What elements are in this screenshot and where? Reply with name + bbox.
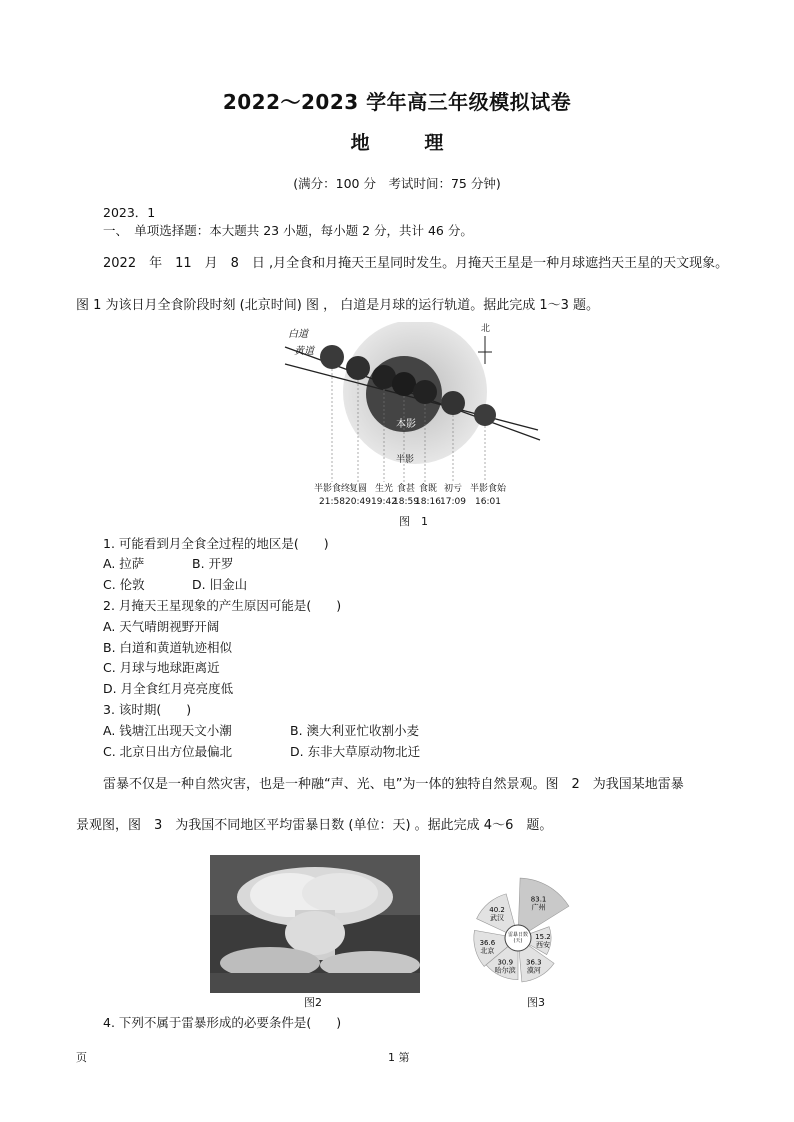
sector-value-label: 30.9 xyxy=(497,958,514,967)
q3-option-a: A. 钱塘江出现天文小潮 xyxy=(103,723,232,738)
chart-center-label-1: 雷暴日数 xyxy=(507,932,528,938)
figure3-thunderstorm-days-chart xyxy=(448,848,588,998)
chart-center-label-2: (天) xyxy=(513,938,523,944)
chart-center-label xyxy=(506,932,530,944)
q2-option-a: A. 天气晴朗视野开阔 xyxy=(103,619,220,634)
subject-heading xyxy=(0,128,794,155)
figure2-caption: 图2 xyxy=(304,996,322,1009)
label-baidao: 白道 xyxy=(288,329,308,340)
sector-value-label: 36.6 xyxy=(479,939,496,948)
sector-category-label: 漠河 xyxy=(526,966,541,975)
question-3-stem: 3. 该时期( ) xyxy=(103,702,192,717)
q2-option-d: D. 月全食红月亮亮度低 xyxy=(103,681,234,696)
thunderstorm-svg xyxy=(210,855,420,993)
sector-value-label: 36.3 xyxy=(526,958,542,967)
exam-title: 2022～2023 学年高三年级模拟试卷 xyxy=(222,90,572,114)
phase-time: 21:58 xyxy=(319,497,345,507)
footer-left: 页 xyxy=(76,1051,87,1064)
q3-option-b: B. 澳大利亚忙收割小麦 xyxy=(290,723,420,738)
sector-value-label: 15.2 xyxy=(535,933,551,942)
eclipse-phase-labels xyxy=(280,485,550,511)
question-1-stem: 1. 可能看到月全食全过程的地区是( ) xyxy=(103,536,329,551)
q1-option-a: A. 拉萨 xyxy=(103,556,145,571)
sector-category-label: 广州 xyxy=(531,903,546,912)
section1-intro-line2: 图 1 为该日月全食阶段时刻 (北京时间) 图 ， 白道是月球的运行轨道。据此完成 1～3 题。 xyxy=(76,298,600,313)
label-huangdao: 黄道 xyxy=(294,346,314,357)
figure1-caption: 图 1 xyxy=(399,515,428,528)
phase-name: 食甚 xyxy=(396,484,415,494)
rose-chart-svg xyxy=(448,848,588,998)
q2-option-c: C. 月球与地球距离近 xyxy=(103,660,220,675)
phase-name: 食既 xyxy=(418,484,437,494)
phase-time: 16:01 xyxy=(475,497,501,507)
question-2-stem: 2. 月掩天王星现象的产生原因可能是( ) xyxy=(103,598,342,613)
section2-intro-line1: 雷暴不仅是一种自然灾害，也是一种融“声、光、电”为一体的独特自然景观。图 2 为我国某地雷暴 xyxy=(103,777,684,792)
sector-category-label: 西安 xyxy=(535,941,550,950)
label-banying: 半影 xyxy=(396,455,415,465)
exam-info: (满分：100 分 考试时间：75 分钟) xyxy=(293,176,501,191)
phase-time: 17:09 xyxy=(440,497,466,507)
figure1-eclipse-diagram xyxy=(280,322,550,512)
q1-option-d: D. 旧金山 xyxy=(192,577,248,592)
sector-value-label: 83.1 xyxy=(530,895,547,904)
subject-char-2: 理 xyxy=(424,132,444,154)
q3-option-c: C. 北京日出方位最偏北 xyxy=(103,744,233,759)
phase-name: 复圆 xyxy=(348,484,367,494)
figure3-caption: 图3 xyxy=(527,996,545,1009)
sector-category-label: 哈尔滨 xyxy=(494,966,516,975)
subject-char-1: 地 xyxy=(350,132,370,154)
sector-value-label: 40.2 xyxy=(489,906,505,915)
q2-option-b: B. 白道和黄道轨迹相似 xyxy=(103,640,233,655)
phase-time: 19:42 xyxy=(371,497,397,507)
phase-name: 半影食始 xyxy=(469,484,506,494)
q1-option-c: C. 伦敦 xyxy=(103,577,145,592)
section2-intro-line2: 景观图，图 3 为我国不同地区平均雷暴日数 (单位：天) 。据此完成 4～6 题。 xyxy=(76,818,553,833)
section1-intro-line1: 2022 年 11 月 8 日 ,月全食和月掩天王星同时发生。月掩天王星是一种月球遮挡天王星的天文现象。 xyxy=(103,256,729,271)
sector-category-label: 北京 xyxy=(480,947,495,956)
q3-option-d: D. 东非大草原动物北迁 xyxy=(290,744,421,759)
sector-category-label: 武汉 xyxy=(490,914,505,923)
phase-time: 18:16 xyxy=(415,497,441,507)
phase-name: 初亏 xyxy=(443,484,462,494)
label-north: 北 xyxy=(481,324,491,334)
phase-name: 半影食终 xyxy=(313,484,350,494)
footer-page-number: 1 第 xyxy=(388,1051,410,1064)
label-benying: 本影 xyxy=(396,419,416,430)
section1-heading: 一、 单项选择题：本大题共 23 小题，每小题 2 分，共计 46 分。 xyxy=(103,223,473,238)
figure2-thunderstorm-photo xyxy=(210,855,420,993)
question-4-stem: 4. 下列不属于雷暴形成的必要条件是( ) xyxy=(103,1015,342,1030)
q1-option-b: B. 开罗 xyxy=(192,556,234,571)
phase-name: 生光 xyxy=(374,484,393,494)
exam-date: 2023．1 xyxy=(103,205,156,220)
phase-time: 18:59 xyxy=(393,497,419,507)
phase-time: 20:49 xyxy=(345,497,371,507)
